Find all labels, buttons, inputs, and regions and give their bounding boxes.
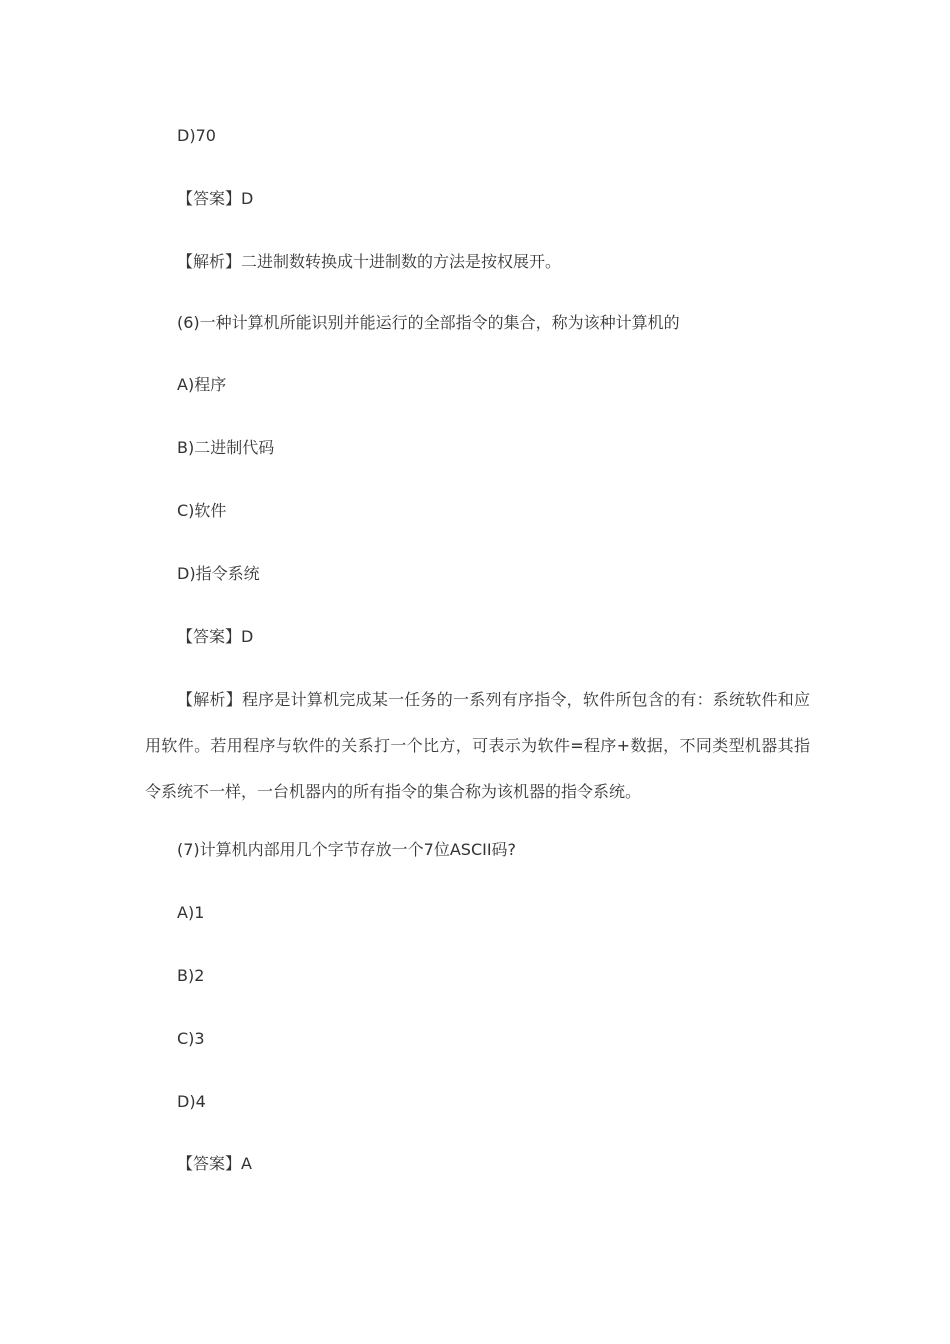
q6-explanation: 【解析】程序是计算机完成某一任务的一系列有序指令，软件所包含的有：系统软件和应用软件。若用程序与软件的关系打一个比方，可表示为软件=程序+数据，不同类型机器其指令系统不一样，一台机器内的所有指令的集合称为该机器的指令系统。 — [145, 690, 810, 801]
q6-option-b: B)二进制代码 — [177, 438, 275, 457]
q7-answer: 【答案】A — [177, 1154, 252, 1173]
q6-question: (6)一种计算机所能识别并能运行的全部指令的集合，称为该种计算机的 — [177, 313, 680, 332]
q6-option-a: A)程序 — [177, 375, 227, 394]
q7-option-c: C)3 — [177, 1029, 205, 1048]
q5-option-d: D)70 — [177, 126, 216, 145]
q5-answer: 【答案】D — [177, 189, 254, 208]
q6-option-d: D)指令系统 — [177, 564, 260, 583]
q7-option-d: D)4 — [177, 1092, 206, 1111]
q6-option-c: C)软件 — [177, 501, 227, 520]
q5-explanation: 【解析】二进制数转换成十进制数的方法是按权展开。 — [177, 252, 562, 271]
q7-option-b: B)2 — [177, 966, 205, 985]
q7-question: (7)计算机内部用几个字节存放一个7位ASCII码? — [177, 840, 517, 859]
q6-answer: 【答案】D — [177, 627, 254, 646]
q7-option-a: A)1 — [177, 903, 205, 922]
